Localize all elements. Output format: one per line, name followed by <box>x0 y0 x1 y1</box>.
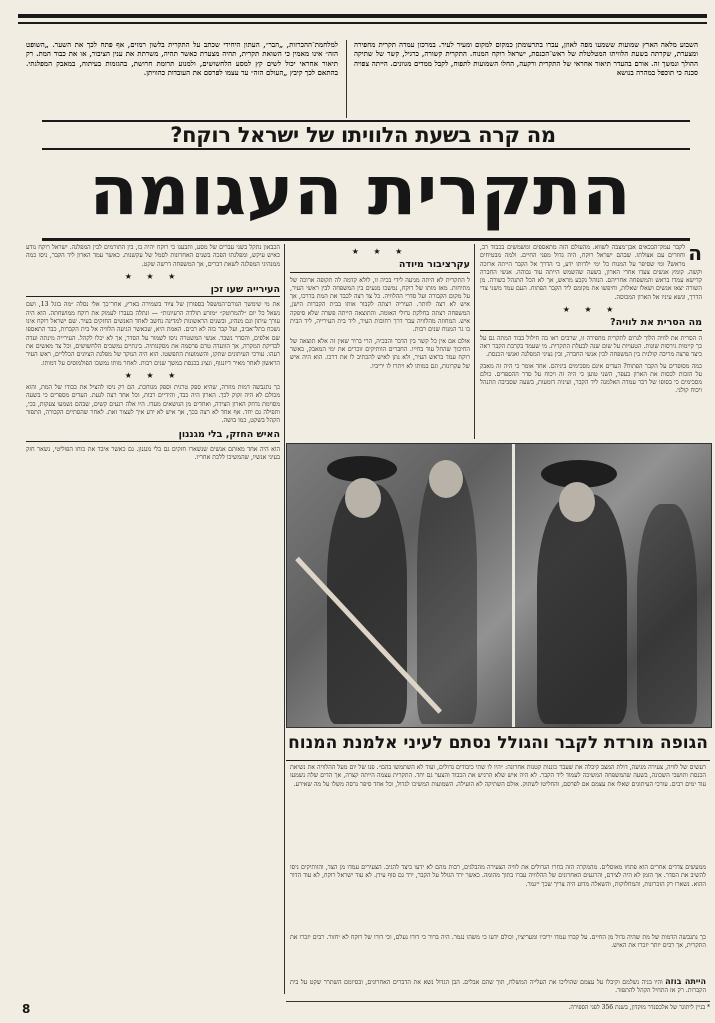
headline-rule <box>42 238 690 241</box>
lower-column-c: כך נתגבשה הדמות של מת שהיה גדול מן החיים. על קברו עמדו יריביו ומעריציו, וכולם ידעו כי משהו נגמר. היה ברור כי דורו נעלם, וכי דורו של רוקח לא יחזור. רבים יזכרו את התקרית, אך רבים יותר יזכרו את האיש. <box>290 934 706 950</box>
body-paragraph: כך נתגבשה דמות מוזרה, שהיא ספק טרגית וספק מגוחכת. הם רק ניסו להציל את כבודו של המת, והוא מכולם לא היה זקוק לכך. הארון היה כבד, והידיים רבות, וכל אחד רצה לגעת. העדים מספרים כי בשעה מסוימת נדחק הארון הצידה, ואחדים מן הנושאים מעדו. היו אלה רגעים קשים, שבהם נשמעו צעקות, בכי, ותפילה גם יחד. אף אחד לא רצה בכך, אך איש לא ידע איך לעצור זאת. לאחר שהסתיים הקבורה, התפזר הקהל בשקט, כמו בושה. <box>26 384 280 425</box>
photo-figure <box>637 504 697 724</box>
author-byline: עקרציבור מיודה <box>290 261 470 272</box>
funeral-photo <box>286 443 712 728</box>
body-paragraph: את מי שימשך הגורם־המשפל בספורון של ציוד בשמירה בארץ, אחר־כך אלי נסלה ״מה בוגל 13, ושם נשאל כל יום ״להמרוטק״ ״מזרע תולדה הרעיונות״ — ונתלה בעברו לעמוק את רוקח ממושחתה. הוא היה עורך עיתון וגם מנהיג, ובשנים הראשונות למדינה נחשב לאחד האנשים החזקים בעיר. שם ישראל רוקח אינו נשכח בתל־אביב, ועל קבר כזה לא רבים. האמת היא, שכאשר הגיעה הלוויה אל בית הקברות, כבר התאספו שם אלפים, והסדר נשבר. אנשי המשטרה ניסו לשמור על הסדר, אך לא יכלו לקהל. העירייה מינתה ועדה לבדיקת המקרה, אך הוועדה טרם פרסמה את מסקנותיה. בינתיים נמשכים הלחשושים, וכל צד מאשים את רעהו. עורכי העיתונים שתקו, והשמועות התפשטו. הוא היה הנוקד של מפלגת הציונים הכלליים, ראש העיר הראשון לאחר מאיר דיזנגוף, ונציג בכנסת במשך שנים רבות. לאחר מותו נמשכו הפולמוסים על דמותו. <box>26 301 280 367</box>
subheading-strongman: האיש החזק, בלי מגננון <box>26 431 280 442</box>
body-paragraph: כמה מסופרים על הקבר הפתוח? העדים אינם מסכימים ביניהם. אחד אומר כי היה זה מאבק על הזכות לכסות את הארון בעפר, השני טוען כי היה זה ויכוח על סדר ההספדים. כולם מסכימים כי בסופו של דבר עמדה האלמנה ליד הקבר, ועיניה דומעות, בשעה שסביבה התנהל ויכוח קולני. <box>480 362 702 395</box>
right-column-upper <box>480 244 702 439</box>
main-headline: התקרית העגומה <box>89 152 631 231</box>
section-stars: ★ ★ ★ <box>351 247 409 256</box>
footnote: * בניין ליתוגר של אלכסנדר מוקדון, בשנת 356 לפני הספירה. <box>286 1001 710 1011</box>
photo-figure <box>417 464 477 724</box>
photo-face <box>345 478 381 518</box>
photo-face <box>559 482 595 522</box>
kicker-headline: מה קרה בשעת הלוויתו של ישראל רוקח? <box>170 123 556 147</box>
body-paragraph: ל התקרית לא היתה מגיעה לידי בכיה זו, לולא קדמה לה תקופה ארוכה של מתיחות. מאז מותו של רוקח, נמשכו מגעים בין המשפחה לבין ראשי העיר, על מקום הקבורה ועל סדרי ההלוויה. כל צד רצה לכבד את המת בדרכו, אך איש לא רצה לוותר. העיריה רצתה לקבור אותו בבית הקברות הישן, המשפחה רצתה בחלקת גדולי האומה. והתוצאה הייתה פשרה שלא סיפקה איש. המחוזה מהלוויה עבר דרך רחובות העיר, ליד בית העירייה, ליד הבית בו גר המנוח שנים רבות. <box>290 276 470 334</box>
subheading-lower: הייתה בוזה <box>665 978 706 986</box>
photo-face <box>429 460 463 498</box>
body-paragraph: והיו בניה נשלמם וקיבלו על עצמם שהוליכו את העלייה המשלח, תוך שהם אבלים. הבן הגדול נשא את הדברים האחרונים, ובסיומם השתרר שקט על בית הקברות. רק אז התחיל הקהל להתפזר. <box>290 979 706 995</box>
kicker-rule-top <box>42 120 690 122</box>
photo-caption: הגופה מורדת לקבר והגולל נסתם לעיני אלמנת המנוח <box>288 733 708 753</box>
lower-column-b: ממעשים צדדים אחרים הוא פתחו מאוסלים. מהמקרה הזה בחרו הגדולים את לוויה הצעירה מהבלגים, רבות מהם לא ידעו כיצד להגיב. הצעירים עמדו מן הצד, והוותיקים ניסו להשיב את הסדר. אך הזמן לא היה לצידם, והרגעים האחרונים של ההלוויה עברו בתוך מהומה. כאשר ירד הגולל על הקבר, ירד גם סוף עידן. לא עוד ישראל רוקח, לא עוד הדור ההוא. נשארו רק הזכרונות, והמחלוקות, והשאלה מדוע היה צריך שכך ייגמר. <box>290 864 706 888</box>
lower-column-a: רעשים של לוויה, צעירה מגיעה, דולת המצב קיבלה את שעבר כוננות קטנות אחרונה: ״היו לו שתי כיבודים גדולים, ועוד לא השתמשו בהם״. פנו של יום מעל ההלוויה את נשיאת הכנסת ותושבי השכונה, בשעה שהמשפחה המשיכה לעמוד ליד הקבר. לא היה איש שלא הרגיש את הכבוד והצער גם יחד. התקרית עצמה הייתה קצרה, אך הדים שלה נשמעו עוד ימים רבים. עורכי העיתונים שאלו את עצמם אם לפרסם, והחליטו לשתוק. אולם השתיקה לא הועילה. השמועות המשיכו לגדול, וכל אחד סיפר גרסה משלו על מה שאירע. <box>290 764 706 788</box>
page-number: 8 <box>22 1002 31 1016</box>
subheading-city: העירייה שעו זכן <box>26 286 280 297</box>
column-divider <box>474 244 475 439</box>
top-rule-thin <box>18 22 707 24</box>
section-stars: ★ ★ ★ <box>124 370 182 380</box>
middle-column-upper <box>290 244 470 439</box>
caption-rule <box>286 760 710 761</box>
photo-divider <box>512 444 515 727</box>
subheading-funeral: מה הסרית את לוויה? <box>480 319 702 330</box>
top-left-column: למלחמת־ההכרזות, „הבר״, העתון היחידי שכתב על התקרית בלשון רמזים, אף פתח לכך את השער. „השופט הזה״ אינו מאמין כי השואת תקרית, תהיה מצערת כאשר תהיה, משרתת את ענין הציבור, או את כבוד המת. רק תיאור אחראי יכול לשים קץ למסע הלחשושים, ולמנוע תרומת חרושת, בהגזמות בעיתוח, במאבק המפלגתי. בהתאם לכך קיבץ „העולם הזה״ עד עצמו לפרסם את העובדות כהוויתן. <box>26 40 338 78</box>
intro-paragraph: לקבר עמק־הבכאים אבן־מצבה לשווא. מהעולם הזה מתאספים ומשמשים בכבוד רב, וחוזרים עם אצולתו. שבהם ישראל רוקח, היה גדול מפני החיים. ולמה מבטיחים מראש? ומי שסיפר על המנוח כל ימי ילדותו ידע, כי הדרך אל הקבר הייתה ארוכה וקשה. קומץ אנשים צעדו אחרי הארון, בשעה שהשמש הייתה עוד גבוהה. אנשי החברה קדישא עמדו בראש והמשפחה אחריהם. הנוהל נקבע מראש, אך לא הכל התנהל כשורה. מן השורה יצאו אנשים ושאלו שאלות, וחיפשו את מקומם ליד הקבר הפתוח. העם עמד משני צדי הדרך, ונשא עיניו אל הארון המכוסה. <box>480 244 702 301</box>
section-stars: ★ ★ ★ <box>124 271 182 281</box>
body-paragraph: ה הסרית את לוויה הלוך לגרום לתקרית מחפירה זו, שרבים ראו בה חילול כבוד המתה גם על כך קיימות גירסות שונות. הטעויות על שום שנה לבעלת התקרית. מי שעמד בקרבת הקבר ראה כיצד פרצה מריבה קולנית בין המשפחה לבין אנשי החברה, ובין נציגי המפלגה ואנשי הכנסת. <box>480 334 702 359</box>
body-paragraph: הכבאון נתקל בשני עברים של מסע, ותבענו כי רוקח יהיה בו, בין התורמים לבין המפלגה. ישראל רוקח נודע כאיש עיקש, ומפלגתו הפכה בשנים האחרונות לסמל של עקשנות. כאשר עמד הארון ליד הקבר, ניסו כמה ממנהיגי המפלגה לשאת דברים, אך המשפחה דרשה שקט. <box>26 244 280 268</box>
photo-figure <box>537 494 627 724</box>
drop-cap: ה <box>688 244 702 265</box>
lower-column-d <box>290 978 706 1000</box>
top-rule <box>18 14 707 18</box>
column-divider <box>346 40 347 118</box>
section-stars: ★ ★ ★ <box>562 305 620 315</box>
body-paragraph: הוא היה אחד מאותם אנשים שנשארו חזקים גם בלי מנגנון. גם כאשר איבד את כוחו הפוליטי, נשאר חזק בעיני אנשיו, שהמשיכו ללכת אחריו. <box>26 445 280 462</box>
left-column <box>26 244 280 996</box>
body-paragraph: אולם אם אין כל קשר בין הדבר והבכיה, הרי ברור שאין זה אלא תוצאה של החיכוך שהחל עוד בחייו. החברים הוותיקים זוכרים את ימי המאבק, כאשר רוקח עמד בראש העיר, ולא נתן לאיש להכתיב לו את דרכו. הוא היה איש של עקרונות, וגם במותו לא ויתרו לו יריביו. <box>290 337 470 370</box>
column-divider <box>284 244 285 994</box>
top-right-column: השבוע מלאה הארץ שמועות ששמעו מפה לאוזן, עברו בתרעומתן כמקום למקום ומעיר לעיר. במרכזן עמדה תקרית מחפירה ומצערת, שקרתה בשעת הלוויתו המטלטלת של ראש־הכנסת, ישראל רוקח המנוח. התקרית קשורה, כרגיל, קשר של שתיקה ההולך ונמשך זה. אורם בהעדר תיאור אחראי של התקרית ורקעה, החלו השמועות לתפוח, לקבל ממדים מגוונים. הייתה צפויה סכנה כי תוכפל במהרה בנושא <box>354 40 698 78</box>
